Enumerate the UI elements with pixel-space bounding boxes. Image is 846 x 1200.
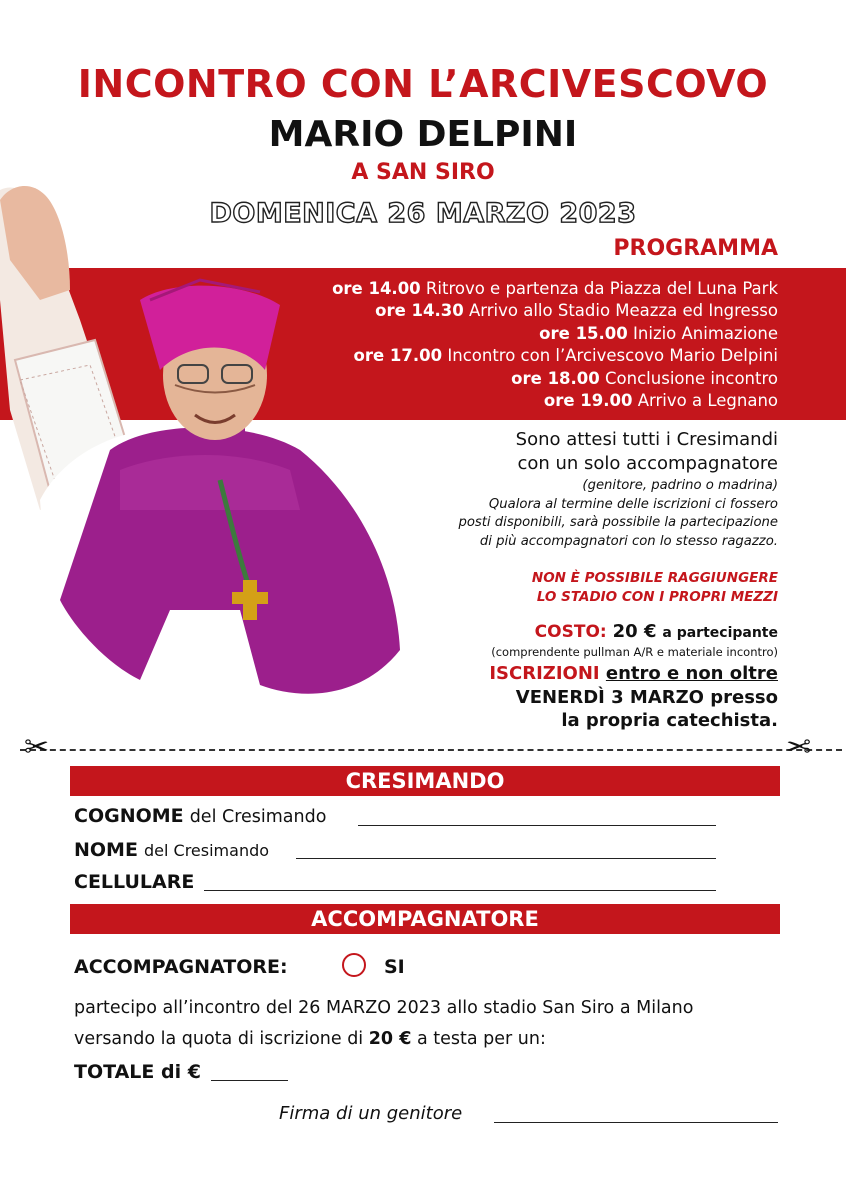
- attendance-info: [358, 428, 778, 476]
- schedule-item: [218, 300, 778, 322]
- schedule-text: Arrivo allo Stadio Meazza ed Ingresso: [468, 301, 778, 321]
- archbishop-name: MARIO DELPINI: [268, 114, 578, 155]
- transport-warning: [358, 569, 778, 607]
- schedule-text: Incontro con l’Arcivescovo Mario Delpini: [447, 346, 778, 366]
- info-note: posti disponibili, sarà possibile la partecipazione: [458, 515, 778, 530]
- schedule-time: ore 14.00: [332, 279, 421, 298]
- cognome-suffix: del Cresimando: [189, 807, 327, 827]
- cellulare-row: [74, 871, 194, 893]
- cellulare-label: CELLULARE: [74, 871, 195, 893]
- firma-label: Firma di un genitore: [279, 1103, 463, 1124]
- schedule-text: Arrivo a Legnano: [637, 391, 778, 411]
- cellulare-field[interactable]: [204, 889, 716, 891]
- cognome-row: [74, 805, 326, 827]
- totale-row: [74, 1061, 201, 1083]
- nome-suffix: del Cresimando: [144, 841, 270, 860]
- info-note: (genitore, padrino o madrina): [582, 478, 778, 493]
- schedule-item: [218, 345, 778, 367]
- schedule-time: ore 19.00: [543, 391, 633, 411]
- program-title: PROGRAMMA: [613, 236, 778, 261]
- cognome-field[interactable]: [358, 824, 716, 826]
- participation-text: partecipo all’incontro del 26 MARZO 2023 allo stadio San Siro a Milano: [74, 998, 694, 1018]
- event-place: A SAN SIRO: [351, 160, 495, 185]
- fee-text-pre: versando la quota di iscrizione di: [74, 1029, 364, 1049]
- schedule-list: [218, 278, 778, 412]
- cost-label: COSTO:: [534, 622, 607, 642]
- info-line: Sono attesi tutti i Cresimandi: [515, 429, 778, 450]
- si-radio[interactable]: [342, 953, 366, 977]
- registration-line: VENERDÌ 3 MARZO presso: [515, 686, 778, 708]
- nome-row: [74, 839, 269, 861]
- registration-info: [358, 662, 778, 733]
- cognome-label: COGNOME: [74, 805, 184, 827]
- section-accompagnatore: ACCOMPAGNATORE: [70, 904, 780, 934]
- schedule-time: ore 18.00: [511, 368, 600, 388]
- scissors-icon: ✂: [24, 730, 50, 765]
- event-title: INCONTRO CON L’ARCIVESCOVO: [77, 62, 769, 106]
- schedule-text: Ritrovo e partenza da Piazza del Luna Park: [425, 279, 778, 298]
- fee-amount: 20 €: [368, 1029, 412, 1049]
- schedule-text: Inizio Animazione: [633, 323, 778, 343]
- fee-text-post: a testa per un:: [416, 1029, 546, 1049]
- firma-field[interactable]: [494, 1121, 778, 1123]
- cost-unit: a partecipante: [662, 625, 778, 641]
- section-cresimando: CRESIMANDO: [70, 766, 780, 796]
- schedule-time: ore 14.30: [375, 301, 464, 321]
- totale-label: TOTALE di €: [74, 1061, 201, 1083]
- cost-info: [358, 621, 778, 642]
- schedule-time: ore 17.00: [353, 346, 443, 366]
- registration-deadline: entro e non oltre: [605, 663, 778, 684]
- accompagnatore-label: ACCOMPAGNATORE:: [74, 956, 288, 978]
- info-note: di più accompagnatori con lo stesso ragazzo.: [479, 533, 778, 549]
- si-label: SI: [384, 956, 405, 978]
- schedule-item: [218, 323, 778, 345]
- fee-text: [74, 1029, 794, 1049]
- registration-line: la propria catechista.: [561, 710, 778, 731]
- event-date: DOMENICA 26 MARZO 2023: [209, 198, 637, 229]
- cost-value: 20 €: [612, 621, 657, 642]
- accompagnatore-row: [74, 956, 288, 978]
- info-line: con un solo accompagnatore: [517, 453, 778, 474]
- schedule-item: [218, 278, 778, 300]
- nome-label: NOME: [74, 839, 138, 861]
- schedule-time: ore 15.00: [539, 323, 628, 343]
- totale-field[interactable]: [211, 1079, 288, 1081]
- schedule-item: [218, 390, 778, 412]
- schedule-item: [218, 368, 778, 390]
- registration-label: ISCRIZIONI: [489, 663, 600, 684]
- warning-line: LO STADIO CON I PROPRI MEZZI: [536, 589, 778, 605]
- nome-field[interactable]: [296, 857, 716, 859]
- attendance-notes: [358, 477, 778, 551]
- scissors-icon: ✂: [786, 730, 812, 765]
- warning-line: NON È POSSIBILE RAGGIUNGERE: [531, 570, 778, 586]
- cut-line: [20, 749, 842, 751]
- info-note: Qualora al termine delle iscrizioni ci fossero: [488, 496, 778, 512]
- schedule-text: Conclusione incontro: [605, 368, 778, 388]
- cost-note: (comprendente pullman A/R e materiale incontro): [491, 645, 778, 659]
